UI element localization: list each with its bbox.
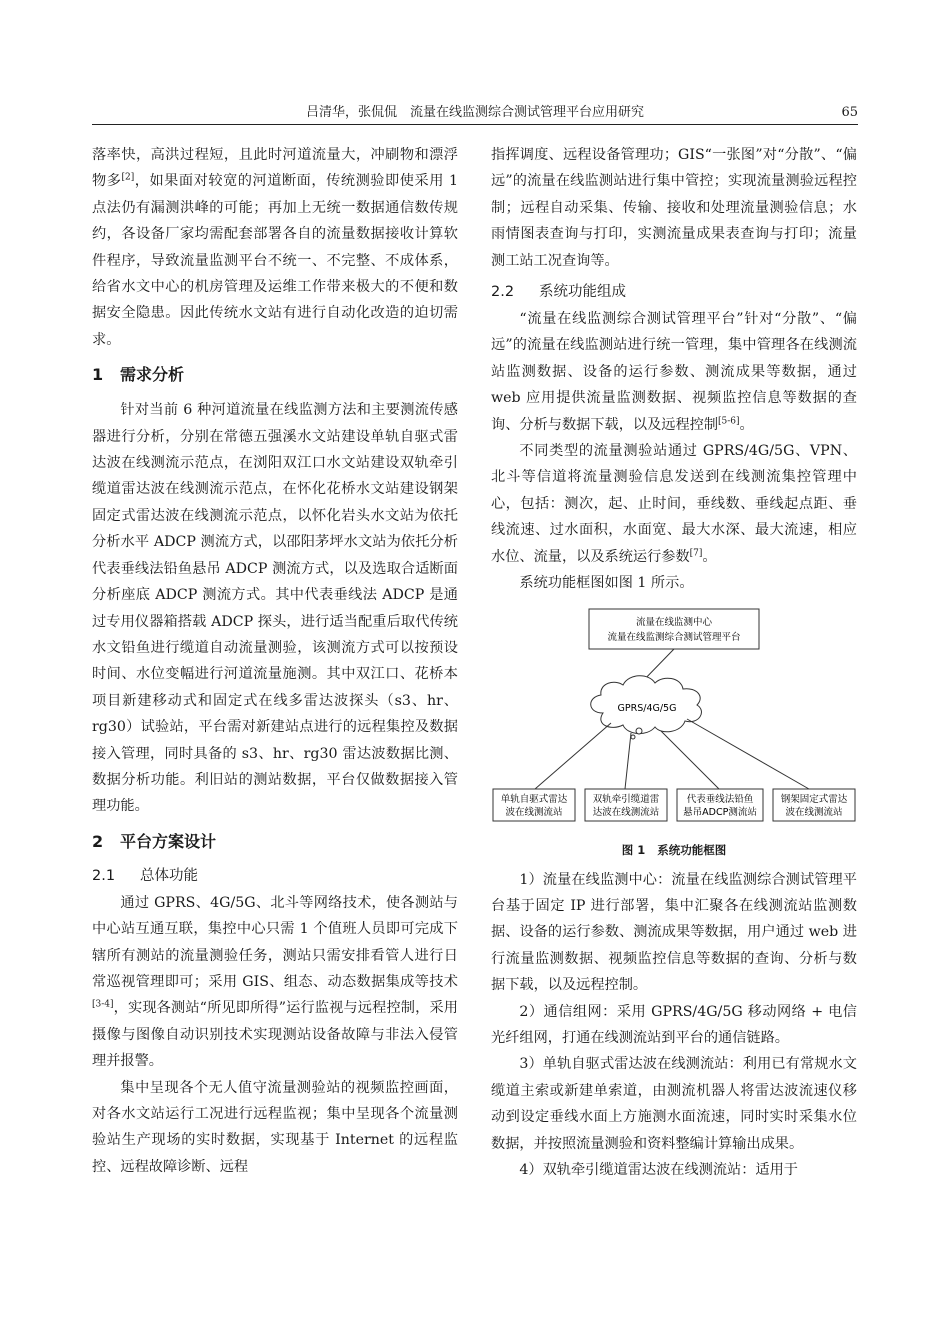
- link-line: [535, 723, 611, 789]
- center-box: [589, 609, 759, 649]
- cloud-tail-icon: [631, 735, 635, 739]
- station-label: 代表垂线法铅鱼: [686, 793, 754, 805]
- subsection-heading-2-2: 2.2 系统功能组成: [491, 284, 626, 301]
- paragraph: 通过 GPRS、4G/5G、北斗等网络技术，使各测站与中心站互通互联，集控中心只需 1 个值班人员即可完成下辖所有测站的流量测验任务，测站只需安排看管人进行日常巡视管理即可；采用 GIS、组态、动态数据集成等技术[3-4]，实现各测站“所见即所得”运行监视与远程控制，采用摄像与图像自动识别技术实现测站设备故障与非法入侵管理并报警。: [92, 894, 458, 1070]
- cloud-label: GPRS/4G/5G: [617, 702, 677, 714]
- station-label: 单轨自驱式雷达: [500, 793, 568, 805]
- link-line: [661, 731, 719, 789]
- section-heading-2: 2 平台方案设计: [92, 831, 217, 851]
- running-title: 吕清华，张侃侃 流量在线监测综合测试管理平台应用研究: [305, 105, 644, 120]
- station-label: 悬吊ADCP测流站: [683, 806, 757, 818]
- station-label: 双轨牵引缆道雷: [592, 793, 660, 805]
- center-box-line2: 流量在线监测综合测试管理平台: [607, 631, 741, 643]
- paragraph: “流量在线监测综合测试管理平台”针对“分散”、“偏远”的流量在线监测站进行统一管理，集中管理各在线测流站监测数据、设备的运行参数、测流成果等数据，通过 web 应用提供流量监测数据、视频监控信息等数据的查询、分析与数据下载，以及远程控制[5-6]。: [491, 311, 857, 433]
- page-number: 65: [841, 105, 858, 120]
- citation[interactable]: [3-4]: [92, 999, 114, 1010]
- section-heading-1: 1 需求分析: [92, 365, 185, 385]
- paragraph: 3）单轨自驱式雷达波在线测流站：利用已有常规水文缆道主索或新建单索道，由测流机器人将雷达波流速仪移动到设定垂线水面上方施测水面流速，同时实时采集水位数据，并按照流量测验和资料整编计算输出成果。: [491, 1056, 857, 1152]
- link-line: [625, 733, 631, 789]
- cloud-tail-icon: [636, 728, 642, 734]
- paragraph: 指挥调度、远程设备管理功；GIS“一张图”对“分散”、“偏远”的流量在线监测站进行集中管控；实现流量测验远程控制；远程自动采集、传输、接收和处理流量测验信息；水雨情图表查询与打印，实测流量成果表查询与打印；流量测工站工况查询等。: [491, 147, 857, 269]
- figure-system-diagram: [491, 601, 857, 841]
- citation[interactable]: [5-6]: [718, 415, 740, 426]
- station-label: 波在线测流站: [785, 806, 843, 818]
- paragraph: 集中呈现各个无人值守流量测验站的视频监控画面，对各水文站运行工况进行远程监视；集中呈现各个流量测验站生产现场的实时数据，实现基于 Internet 的远程监控、远程故障诊断、远程: [92, 1079, 458, 1175]
- right-column: [491, 142, 857, 1183]
- station-label: 波在线测流站: [505, 806, 563, 818]
- running-header: [92, 104, 858, 125]
- citation[interactable]: [7]: [689, 547, 703, 558]
- subsection-heading-2-1: 2.1 总体功能: [92, 867, 198, 884]
- center-box-line1: 流量在线监测中心: [635, 616, 713, 628]
- paragraph: 不同类型的流量测验站通过 GPRS/4G/5G、VPN、北斗等信道将流量测验信息发送到在线测流集控管理中心，包括：测次，起、止时间，垂线数、垂线起点距、垂线流速、过水面积，水面宽、最大水深、最大流速，相应水位、流量，以及系统运行参数[7]。: [491, 443, 857, 565]
- paragraph: 1）流量在线监测中心：流量在线监测综合测试管理平台基于固定 IP 进行部署，集中汇聚各在线测流站监测数据、设备的运行参数、测流成果等数据，用户通过 web 进行流量监测数据、视频监控信息等数据的查询、分析与数据下载，以及远程控制。: [491, 871, 857, 994]
- station-label: 达波在线测流站: [592, 806, 660, 818]
- left-column: [92, 142, 458, 1180]
- paragraph: 针对当前 6 种河道流量在线监测方法和主要测流传感器进行分析，分别在常德五强溪水文站建设单轨自驱式雷达波在线测流示范点，在浏阳双江口水文站建设双轨牵引缆道雷达波在线测流示范点，在怀化花桥水文站建设钢架固定式雷达波在线测流示范点，以怀化岩头水文站为依托分析水平 ADCP 测流方式，以邵阳茅坪水文站为依托分析代表垂线法铅鱼悬吊 ADCP 测流方式，以及选取合适断面分析座底 ADCP 测流方式。其中代表垂线法 ADCP 是通过专用仪器箱搭载 ADCP 探头，进行适当配重后取代传统水文铅鱼进行缆道自动流量测验，该测流方式可以按预设时间、水位变幅进行河道流量施测。其中双江口、花桥本项目新建移动式和固定式在线多雷达波探头（s3、hr、rg30）试验站，平台需对新建站点进行的远程集控及数据接入管理，同时具备的 s3、hr、rg30 雷达波数据比测、数据分析功能。利旧站的测站数据，平台仅做数据接入管理功能。: [92, 402, 458, 815]
- paragraph: 系统功能框图如图 1 所示。: [519, 575, 694, 592]
- citation[interactable]: [2]: [121, 172, 135, 183]
- station-label: 钢架固定式雷达: [780, 793, 848, 805]
- paragraph: 落率快，高洪过程短，且此时河道流量大，冲刷物和漂浮物多[2]，如果面对较宽的河道断面，传统测验即使采用 1 点法仍有漏测洪峰的可能；再加上无统一数据通信数传规约，各设备厂家均需配套部署各自的流量数据接收计算软件程序，导致流量监测平台不统一、不完整、不成体系，给省水文中心的机房管理及运维工作带来极大的不便和数据安全隐患。因此传统水文站有进行自动化改造的迫切需求。: [92, 147, 458, 348]
- link-line: [687, 719, 809, 789]
- paragraph: 4）双轨牵引缆道雷达波在线测流站：适用于: [519, 1161, 798, 1178]
- figure-caption: 图 1 系统功能框图: [621, 842, 727, 857]
- system-diagram-svg: [491, 601, 857, 841]
- paragraph: 2）通信组网：采用 GPRS/4G/5G 移动网络 + 电信光纤组网，打通在线测流站到平台的通信链路。: [491, 1003, 857, 1046]
